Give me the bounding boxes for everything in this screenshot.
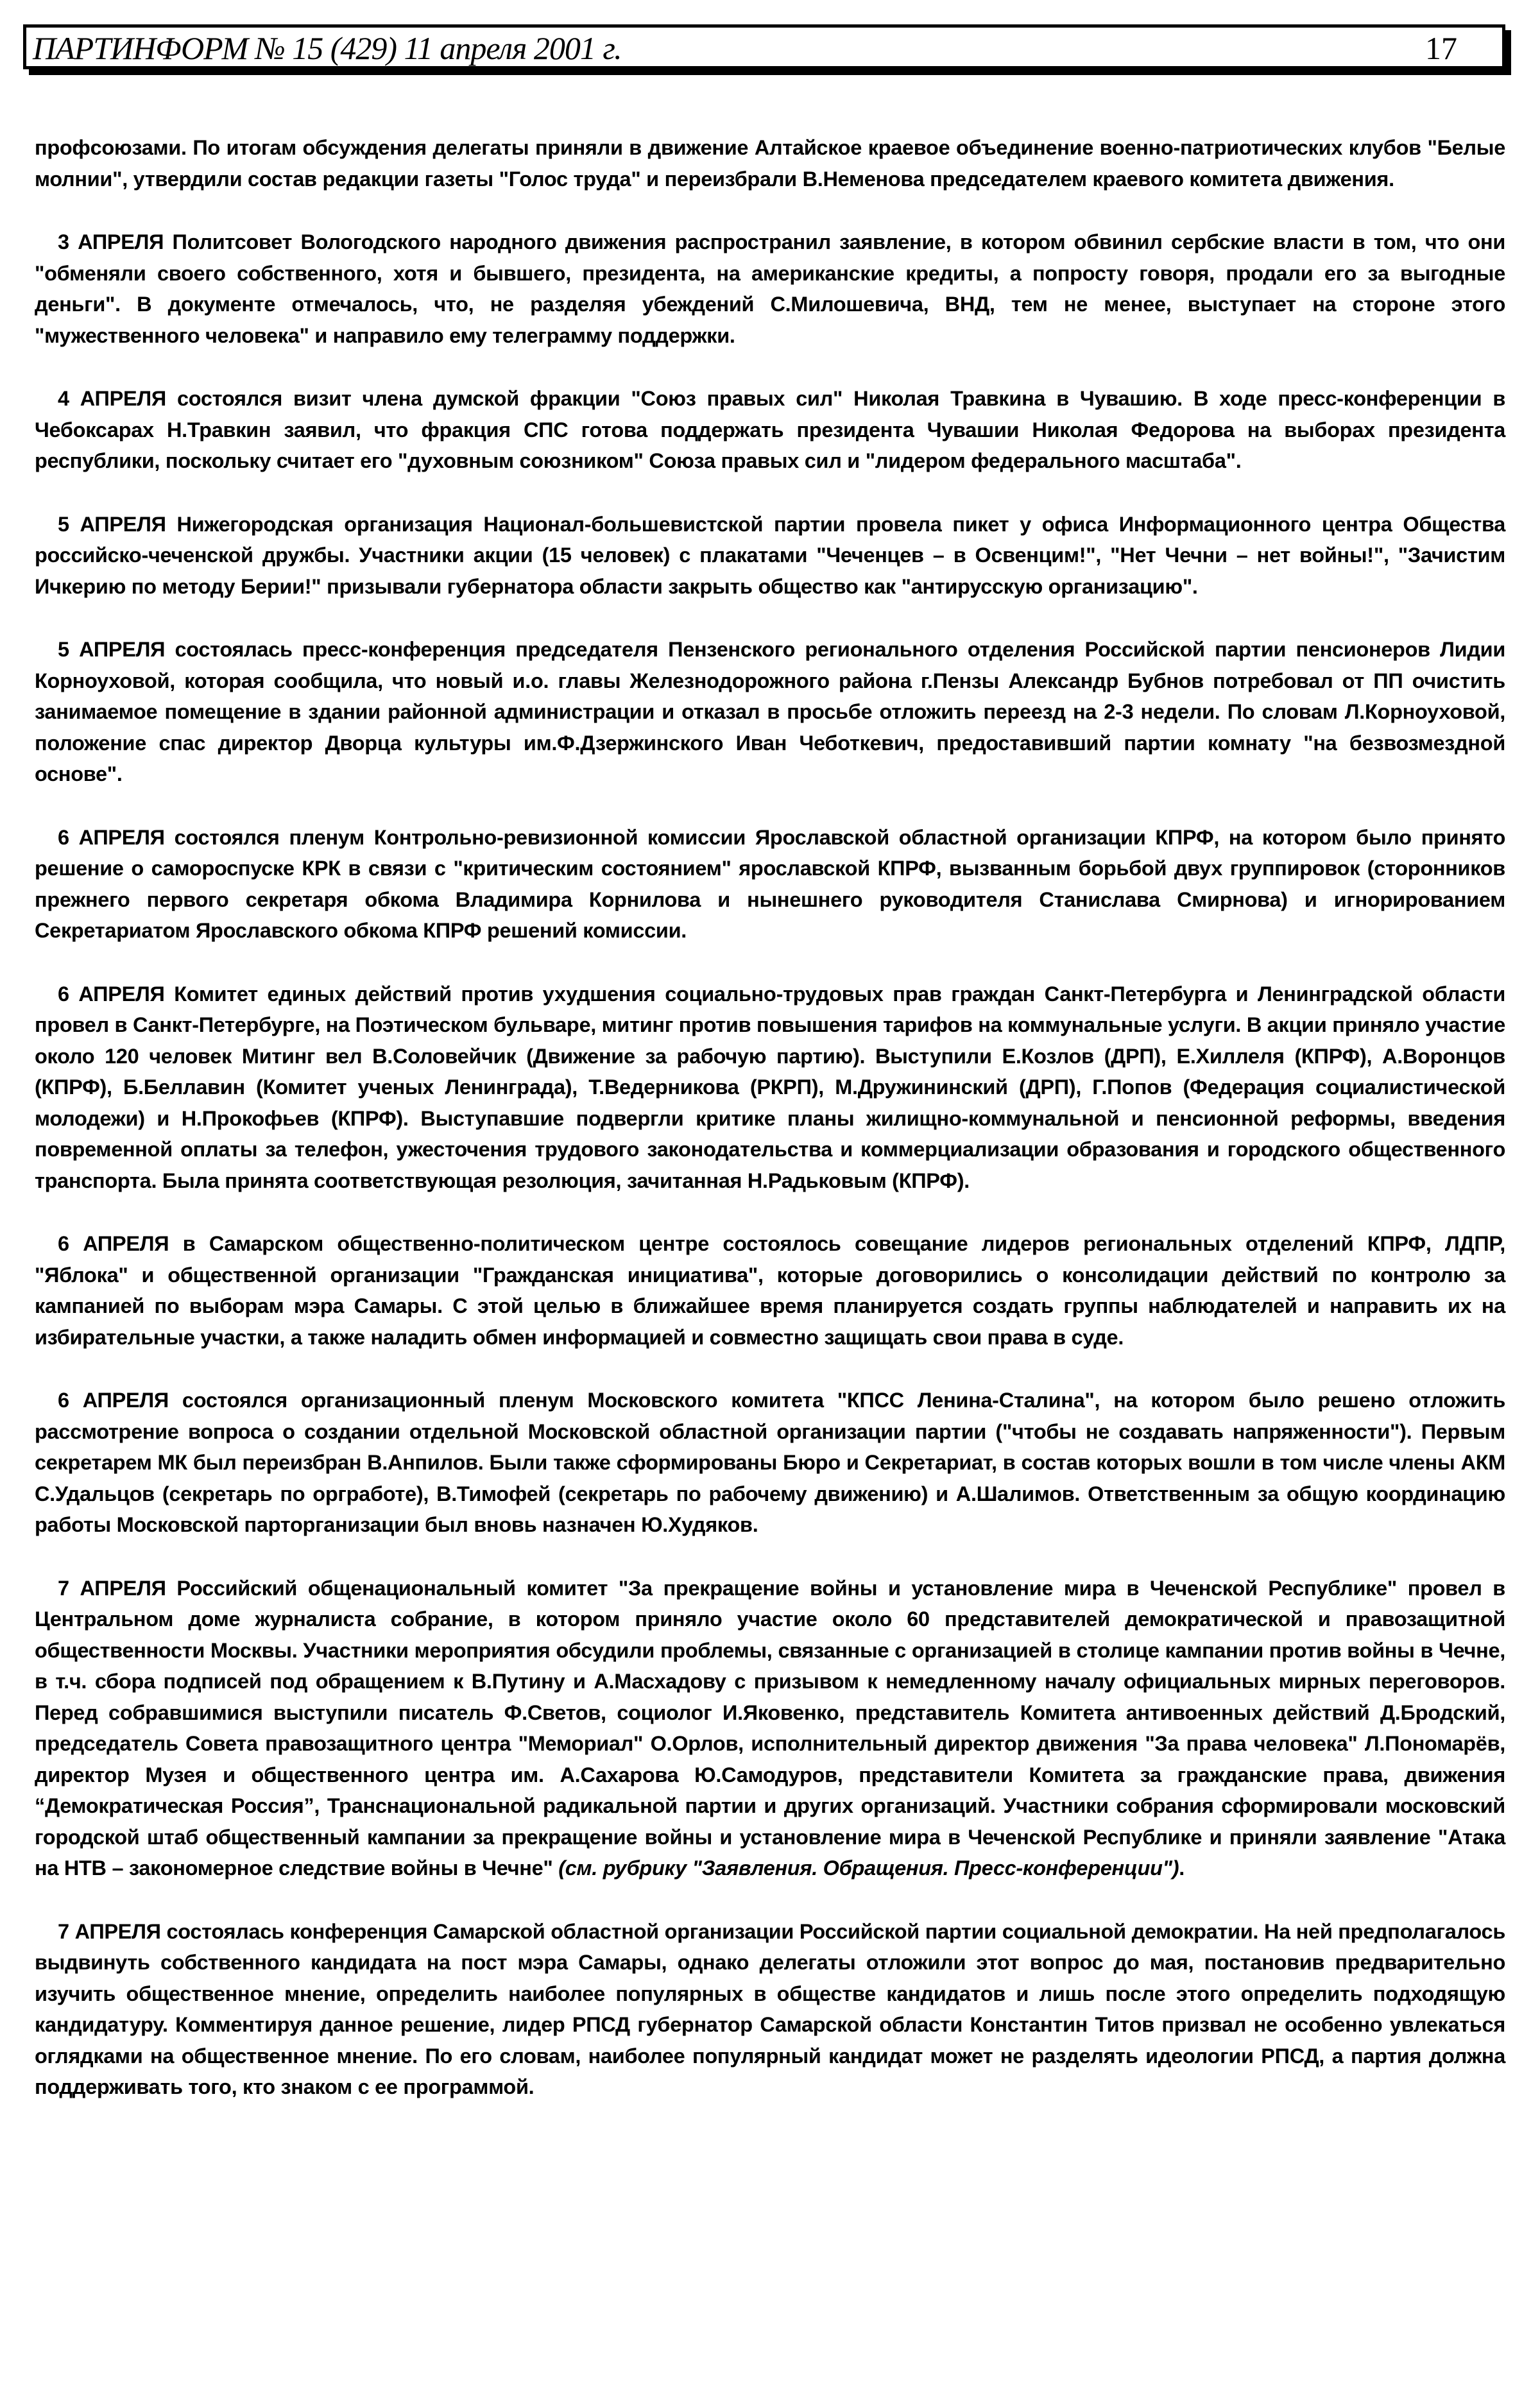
news-item: [35, 822, 1505, 947]
news-item: [35, 979, 1505, 1197]
news-item: [35, 383, 1505, 477]
news-date: 3 АПРЕЛЯ: [58, 230, 164, 253]
news-date: 5 АПРЕЛЯ: [58, 638, 166, 661]
news-item: [35, 1385, 1505, 1541]
news-item: [35, 1916, 1505, 2103]
news-text: Российский общенациональный комитет "За прекращение войны и установление мира в Чеченской Республике" провел в Центральном доме журналиста собрание, в котором приняло участие около 60 представителей демократической и правозащитной общественности Москвы. Участники мероприятия обсудили проблемы, связанные с организацией в столице кампании против войны в Чечне, в т.ч. сбора подписей под обращением к В.Путину и А.Масхадову с призывом к немедленному началу официальных мирных переговоров. Перед собравшимися выступили писатель Ф.Светов, социолог И.Яковенко, представитель Комитета антивоенных действий Д.Бродский, председатель Совета правозащитного центра "Мемориал" О.Орлов, исполнительный директор движения "За права человека" Л.Пономарёв, директор Музея и общественного центра им. А.Сахарова Ю.Самодуров, представители Комитета за гражданские права, движения “Демократическая Россия”, Транснациональной радикальной партии и других организаций. Участники собрания сформировали московский городской штаб общественный кампании за прекращение войны и установление мира в Чеченской Республике и приняли заявление "Атака на НТВ – закономерное следствие войны в Чечне": [35, 1576, 1505, 1880]
news-date: 6 АПРЕЛЯ: [58, 982, 165, 1006]
news-date: 6 АПРЕЛЯ: [58, 1389, 169, 1412]
news-item: [35, 509, 1505, 603]
publication-title: ПАРТИНФОРМ № 15 (429) 11 апреля 2001 г.: [33, 30, 622, 66]
news-text: в Самарском общественно-политическом центре состоялось совещание лидеров региональных отделений КПРФ, ЛДПР, "Яблока" и общественной организации "Гражданская инициатива", которые договорились о консолидации действий по контролю за кампанией по выборам мэра Самары. С этой целью в ближайшее время планируется создать группы наблюдателей и направить их на избирательные участки, а также наладить обмен информацией и совместно защищать свои права в суде.: [35, 1232, 1505, 1349]
news-text: состоялась конференция Самарской областной организации Российской партии социальной демократии. На ней предполагалось выдвинуть собственного кандидата на пост мэра Самары, однако делегаты отложили этот вопрос до мая, постановив предварительно изучить общественное мнение, определить наиболее популярных в обществе кандидатов и лишь после этого определить подходящую кандидатуру. Комментируя данное решение, лидер РПСД губернатор Самарской области Константин Титов призвал не особенно увлекаться оглядками на общественное мнение. По его словам, наиболее популярный кандидат может не разделять идеологии РПСД, а партия должна поддерживать того, кто знаком с ее программой.: [35, 1919, 1505, 2098]
news-text: состоялся визит члена думской фракции "Союз правых сил" Николая Травкина в Чувашию. В ходе пресс-конференции в Чебоксарах Н.Травкин заявил, что фракция СПС готова поддержать президента Чувашии Николая Федорова на выборах президента республики, поскольку считает его "духовным союзником" Союза правых сил и "лидером федерального масштаба".: [35, 387, 1506, 472]
news-text: Политсовет Вологодского народного движения распространил заявление, в котором обвинил сербские власти в том, что они "обменяли своего собственного, хотя и бывшего, президента, на американские кредиты, а попросту говоря, продали его за выгодные деньги". В документе отмечалось, что, не разделяя убеждений С.Милошевича, ВНД, тем не менее, выступает на стороне этого "мужественного человека" и направило ему телеграмму поддержки.: [35, 230, 1506, 347]
news-date: 6 АПРЕЛЯ: [58, 1232, 169, 1255]
news-date: 7 АПРЕЛЯ: [58, 1576, 166, 1600]
news-text: состоялся организационный пленум Московского комитета "КПСС Ленина-Сталина", на котором было решено отложить рассмотрение вопроса о создании отдельной Московской областной организации партии ("чтобы не создавать напряженности"). Первым секретарем МК был переизбран В.Анпилов. Были также сформированы Бюро и Секретариат, в состав которых вошли в том числе члены АКМ С.Удальцов (секретарь по оргработе), В.Тимофей (секретарь по рабочему движению) и А.Шалимов. Ответственным за общую координацию работы Московской парторганизации был вновь назначен Ю.Худяков.: [35, 1389, 1505, 1536]
news-text: состоялась пресс-конференция председателя Пензенского регионального отделения Российской партии пенсионеров Лидии Корноуховой, которая сообщила, что новый и.о. главы Железнодорожного района г.Пензы Александр Бубнов потребовал от ПП очистить занимаемое помещение в здании районной администрации и отказал в просьбе отложить переезд на 2-3 недели. По словам Л.Корноуховой, положение спас директор Дворца культуры им.Ф.Дзержинского Иван Чеботкевич, предоставивший партии комнату "на безвозмездной основе".: [35, 638, 1506, 785]
news-item: [35, 132, 1505, 194]
news-text-end: .: [1179, 1856, 1185, 1880]
rubric-reference: (см. рубрику "Заявления. Обращения. Пресс-конференции"): [558, 1856, 1179, 1880]
news-text: Нижегородская организация Национал-большевистской партии провела пикет у офиса Информационного центра Общества российско-чеченской дружбы. Участники акции (15 человек) с плакатами "Чеченцев – в Освенцим!", "Нет Чечни – нет войны!", "Зачистим Ичкерию по методу Берии!" призывали губернатора области закрыть общество как "антирусскую организацию".: [35, 512, 1506, 598]
news-date: 4 АПРЕЛЯ: [58, 387, 166, 410]
news-text: Комитет единых действий против ухудшения социально-трудовых прав граждан Санкт-Петербурга и Ленинградской области провел в Санкт-Петербурге, на Поэтическом бульваре, митинг против повышения тарифов на коммунальные услуги. В акции приняло участие около 120 человек Митинг вел В.Соловейчик (Движение за рабочую партию). Выступили Е.Козлов (ДРП), Е.Хиллеля (КПРФ), А.Воронцов (КПРФ), Б.Беллавин (Комитет ученых Ленинграда), Т.Ведерникова (РКРП), М.Дружининский (ДРП), Г.Попов (Федерация социалистической молодежи) и Н.Прокофьев (КПРФ). Выступавшие подвергли критике планы жилищно-коммунальной и пенсионной реформы, введения повременной оплаты за телефон, ужесточения трудового законодательства и коммерциализации образования и городского общественного транспорта. Была принята соответствующая резолюция, зачитанная Н.Радьковым (КПРФ).: [35, 982, 1505, 1192]
news-date: 7 АПРЕЛЯ: [58, 1919, 161, 1943]
news-date: 5 АПРЕЛЯ: [58, 512, 166, 536]
news-item: [35, 1228, 1505, 1353]
news-item: [35, 1573, 1505, 1884]
article-body: [35, 132, 1505, 2135]
news-item: [35, 227, 1505, 351]
page-number: 17: [1425, 30, 1457, 66]
news-item: [35, 634, 1505, 790]
news-date: 6 АПРЕЛЯ: [58, 825, 165, 849]
news-text: состоялся пленум Контрольно-ревизионной комиссии Ярославской областной организации КПРФ, на котором было принято решение о самороспуске КРК в связи с "критическим состоянием" ярославской КПРФ, вызванным борьбой двух группировок (сторонников прежнего первого секретаря обкома Владимира Корнилова и нынешнего руководителя Станислава Смирнова) и игнорированием Секретариатом Ярославского обкома КПРФ решений комиссии.: [35, 825, 1506, 942]
page-header: [23, 24, 1505, 69]
news-text: профсоюзами. По итогам обсуждения делегаты приняли в движение Алтайское краевое объединение военно-патриотических клубов "Белые молнии", утвердили состав редакции газеты "Голос труда" и переизбрали В.Неменова председателем краевого комитета движения.: [35, 136, 1505, 191]
